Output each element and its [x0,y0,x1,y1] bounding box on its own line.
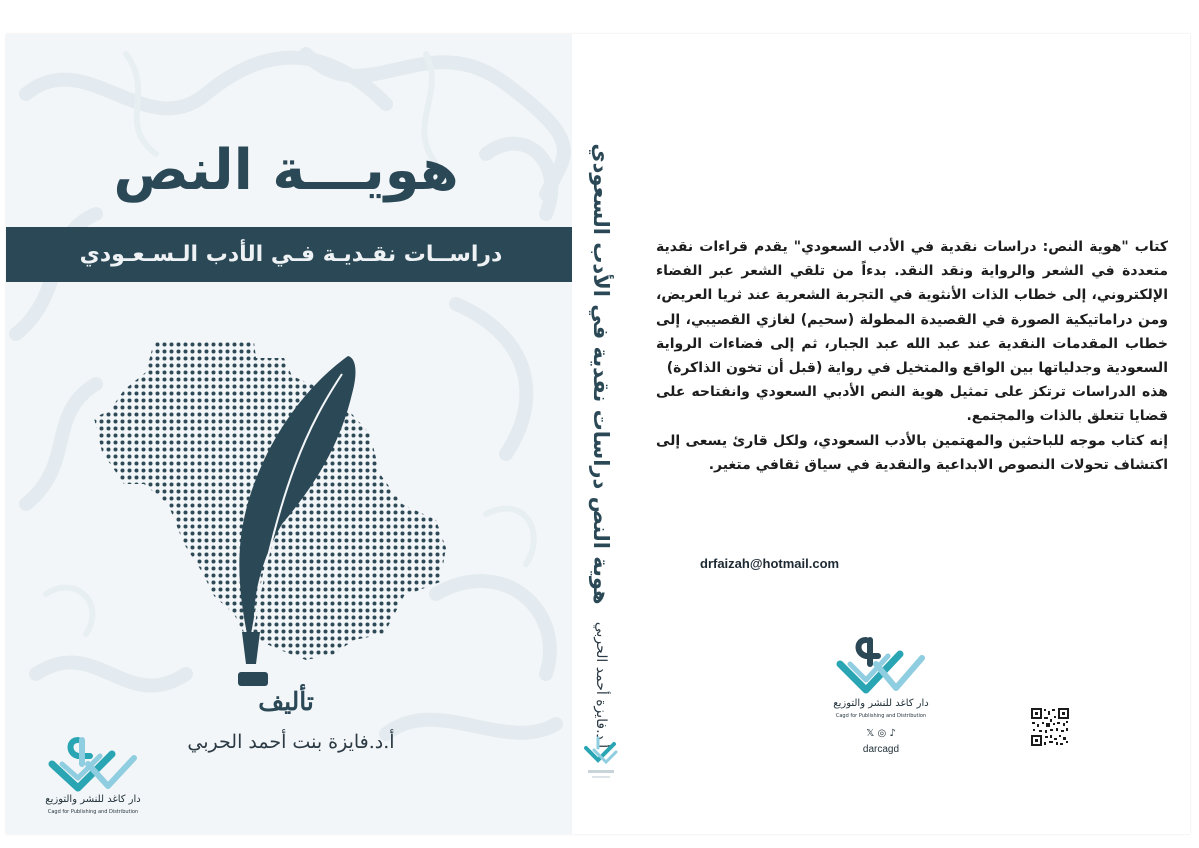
back-cover [630,34,1190,834]
spine-publisher-logo-icon [582,734,620,784]
publisher-logo-front [38,734,148,830]
publisher-name-ar: دار كاغد للنشر والتوزيع [833,698,929,709]
publisher-name-en: Cagd for Publishing and Distribution [47,809,139,815]
publisher-logo-back [826,634,936,774]
book-cover-spread [6,34,1190,834]
publisher-name-en: Cagd for Publishing and Distribution [835,713,927,719]
book-title: هويـــة النص [113,138,459,203]
author-label: تأليف [258,687,314,716]
publisher-logo-icon [38,734,148,794]
blurb-paragraph: كتاب "هوية النص: دراسات نقدية في الأدب السعودي" يقدم قراءات نقدية متعددة في الشعر والرواية ونقد النقد. بدءاً من تلقي الشعر عبر الفضاء الإلكتروني، إلى خطاب الذات الأنثوية في التجربة الشعرية عند ثريا العريض، ومن دراماتيكية الصورة في القصيدة المطولة (سحيم) لغازي القصيبي، إلى خطاب المقدمات النقدية عند عبد الله عبد الجبار، ثم إلى فضاءات الرواية السعودية وجدلياتها بين الواقع والمتخيل في رواية (قبل أن تخون الذاكرة) [656,239,1168,377]
publisher-logo-icon [826,634,936,696]
book-subtitle: دراســات نقـديـة فـي الأدب الـسـعـودي [79,242,503,267]
subtitle-band [6,227,572,282]
blurb-paragraph: إنه كتاب موجه للباحثين والمهتمين بالأدب السعودي، ولكل قارئ يسعى إلى اكتشاف تحولات النصوص الابداعية والنقدية في سياق ثقافي متغير. [656,432,1168,473]
spine-author: أ.د.فايزة أحمد الحربي [593,621,609,749]
social-handle: darcagd [862,744,900,755]
book-spine [572,34,630,834]
social-icons: 𝕏 ◎ ♪ [866,728,896,739]
front-cover [6,34,572,834]
back-cover-blurb [656,235,1168,477]
author-name: أ.د.فايزة بنت أحمد الحربي [187,731,395,753]
saudi-map-quill-illustration [84,334,484,694]
publisher-name-ar: دار كاغد للنشر والتوزيع [45,794,141,805]
blurb-paragraph: هذه الدراسات ترتكز على تمثيل هوية النص الأدبي السعودي وانفتاحه على قضايا تتعلق بالذات والمجتمع. [656,384,1168,425]
qr-code-icon [1030,707,1070,747]
author-email: drfaizah@hotmail.com [700,556,840,571]
spine-title: هوية النص دراسات نقدية في الأدب السعودي [589,143,613,605]
